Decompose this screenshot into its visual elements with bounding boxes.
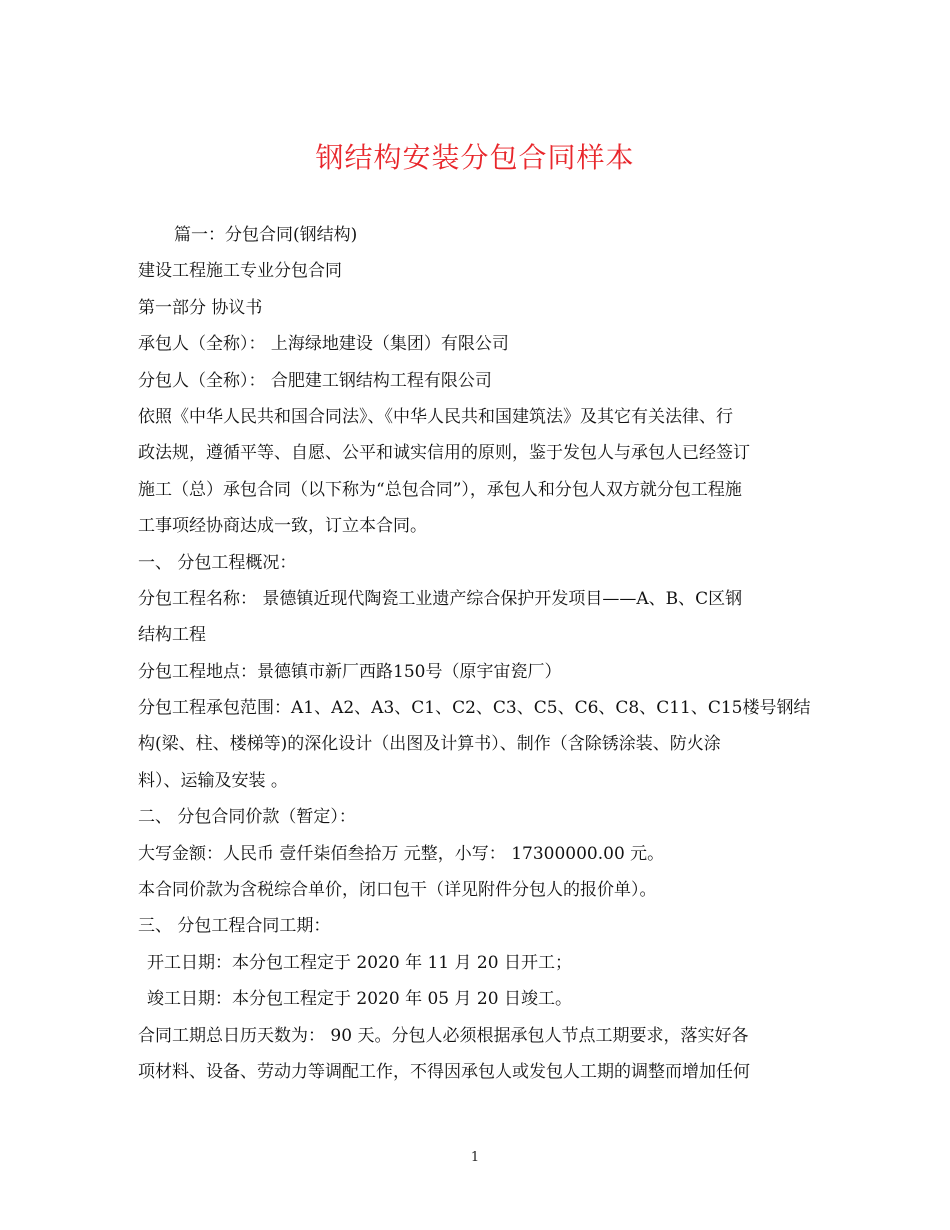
text-line: 开工日期：本分包工程定于 2020 年 11 月 20 日开工；	[147, 952, 572, 973]
text-line: 分包人（全称）： 合肥建工钢结构工程有限公司	[138, 370, 492, 391]
text-line: 项材料、设备、劳动力等调配工作，不得因承包人或发包人工期的调整而增加任何	[138, 1061, 750, 1082]
text-line: 分包工程承包范围：A1、A2、A3、C1、C2、C3、C5、C6、C8、C11、C15楼号钢结	[138, 698, 811, 719]
section-heading: 二、 分包合同价款（暂定）：	[138, 807, 356, 828]
text-line: 竣工日期：本分包工程定于 2020 年 05 月 20 日竣工。	[147, 989, 572, 1010]
text-line: 政法规，遵循平等、自愿、公平和诚实信用的原则，鉴于发包人与承包人已经签订	[138, 443, 750, 464]
text-line: 篇一：分包合同(钢结构)	[174, 225, 358, 245]
text-line: 工事项经协商达成一致，订立本合同。	[138, 516, 427, 537]
text-line: 结构工程	[138, 625, 206, 646]
text-line: 第一部分 协议书	[138, 297, 263, 318]
text-line: 承包人（全称）： 上海绿地建设（集团）有限公司	[138, 334, 509, 355]
text-line: 施工（总）承包合同（以下称为“总包合同”），承包人和分包人双方就分包工程施	[138, 479, 742, 500]
page-number: 1	[470, 1150, 480, 1165]
document-body	[138, 217, 818, 1090]
text-line: 依照《中华人民共和国合同法》、《中华人民共和国建筑法》及其它有关法律、行	[138, 406, 733, 427]
document-title: 钢结构安装分包合同样本	[315, 141, 635, 174]
text-line: 合同工期总日历天数为： 90 天。分包人必须根据承包人节点工期要求，落实好各	[138, 1025, 749, 1046]
text-line: 构(梁、柱、楼梯等)的深化设计（出图及计算书）、制作（含除锈涂装、防火涂	[138, 734, 721, 755]
text-line: 料）、运输及安装 。	[138, 770, 288, 791]
section-heading: 三、 分包工程合同工期：	[138, 916, 331, 937]
text-line: 建设工程施工专业分包合同	[138, 261, 342, 282]
text-line: 分包工程地点：景德镇市新厂西路150号（原宇宙瓷厂）	[138, 661, 562, 682]
text-line: 本合同价款为含税综合单价，闭口包干（详见附件分包人的报价单）。	[138, 880, 657, 901]
section-heading: 一、 分包工程概况：	[138, 552, 297, 573]
text-line: 大写金额：人民币 壹仟柒佰叁拾万 元整，小写： 17300000.00 元。	[138, 843, 665, 864]
text-line: 分包工程名称： 景德镇近现代陶瓷工业遗产综合保护开发项目——A、B、C区钢	[138, 588, 743, 609]
